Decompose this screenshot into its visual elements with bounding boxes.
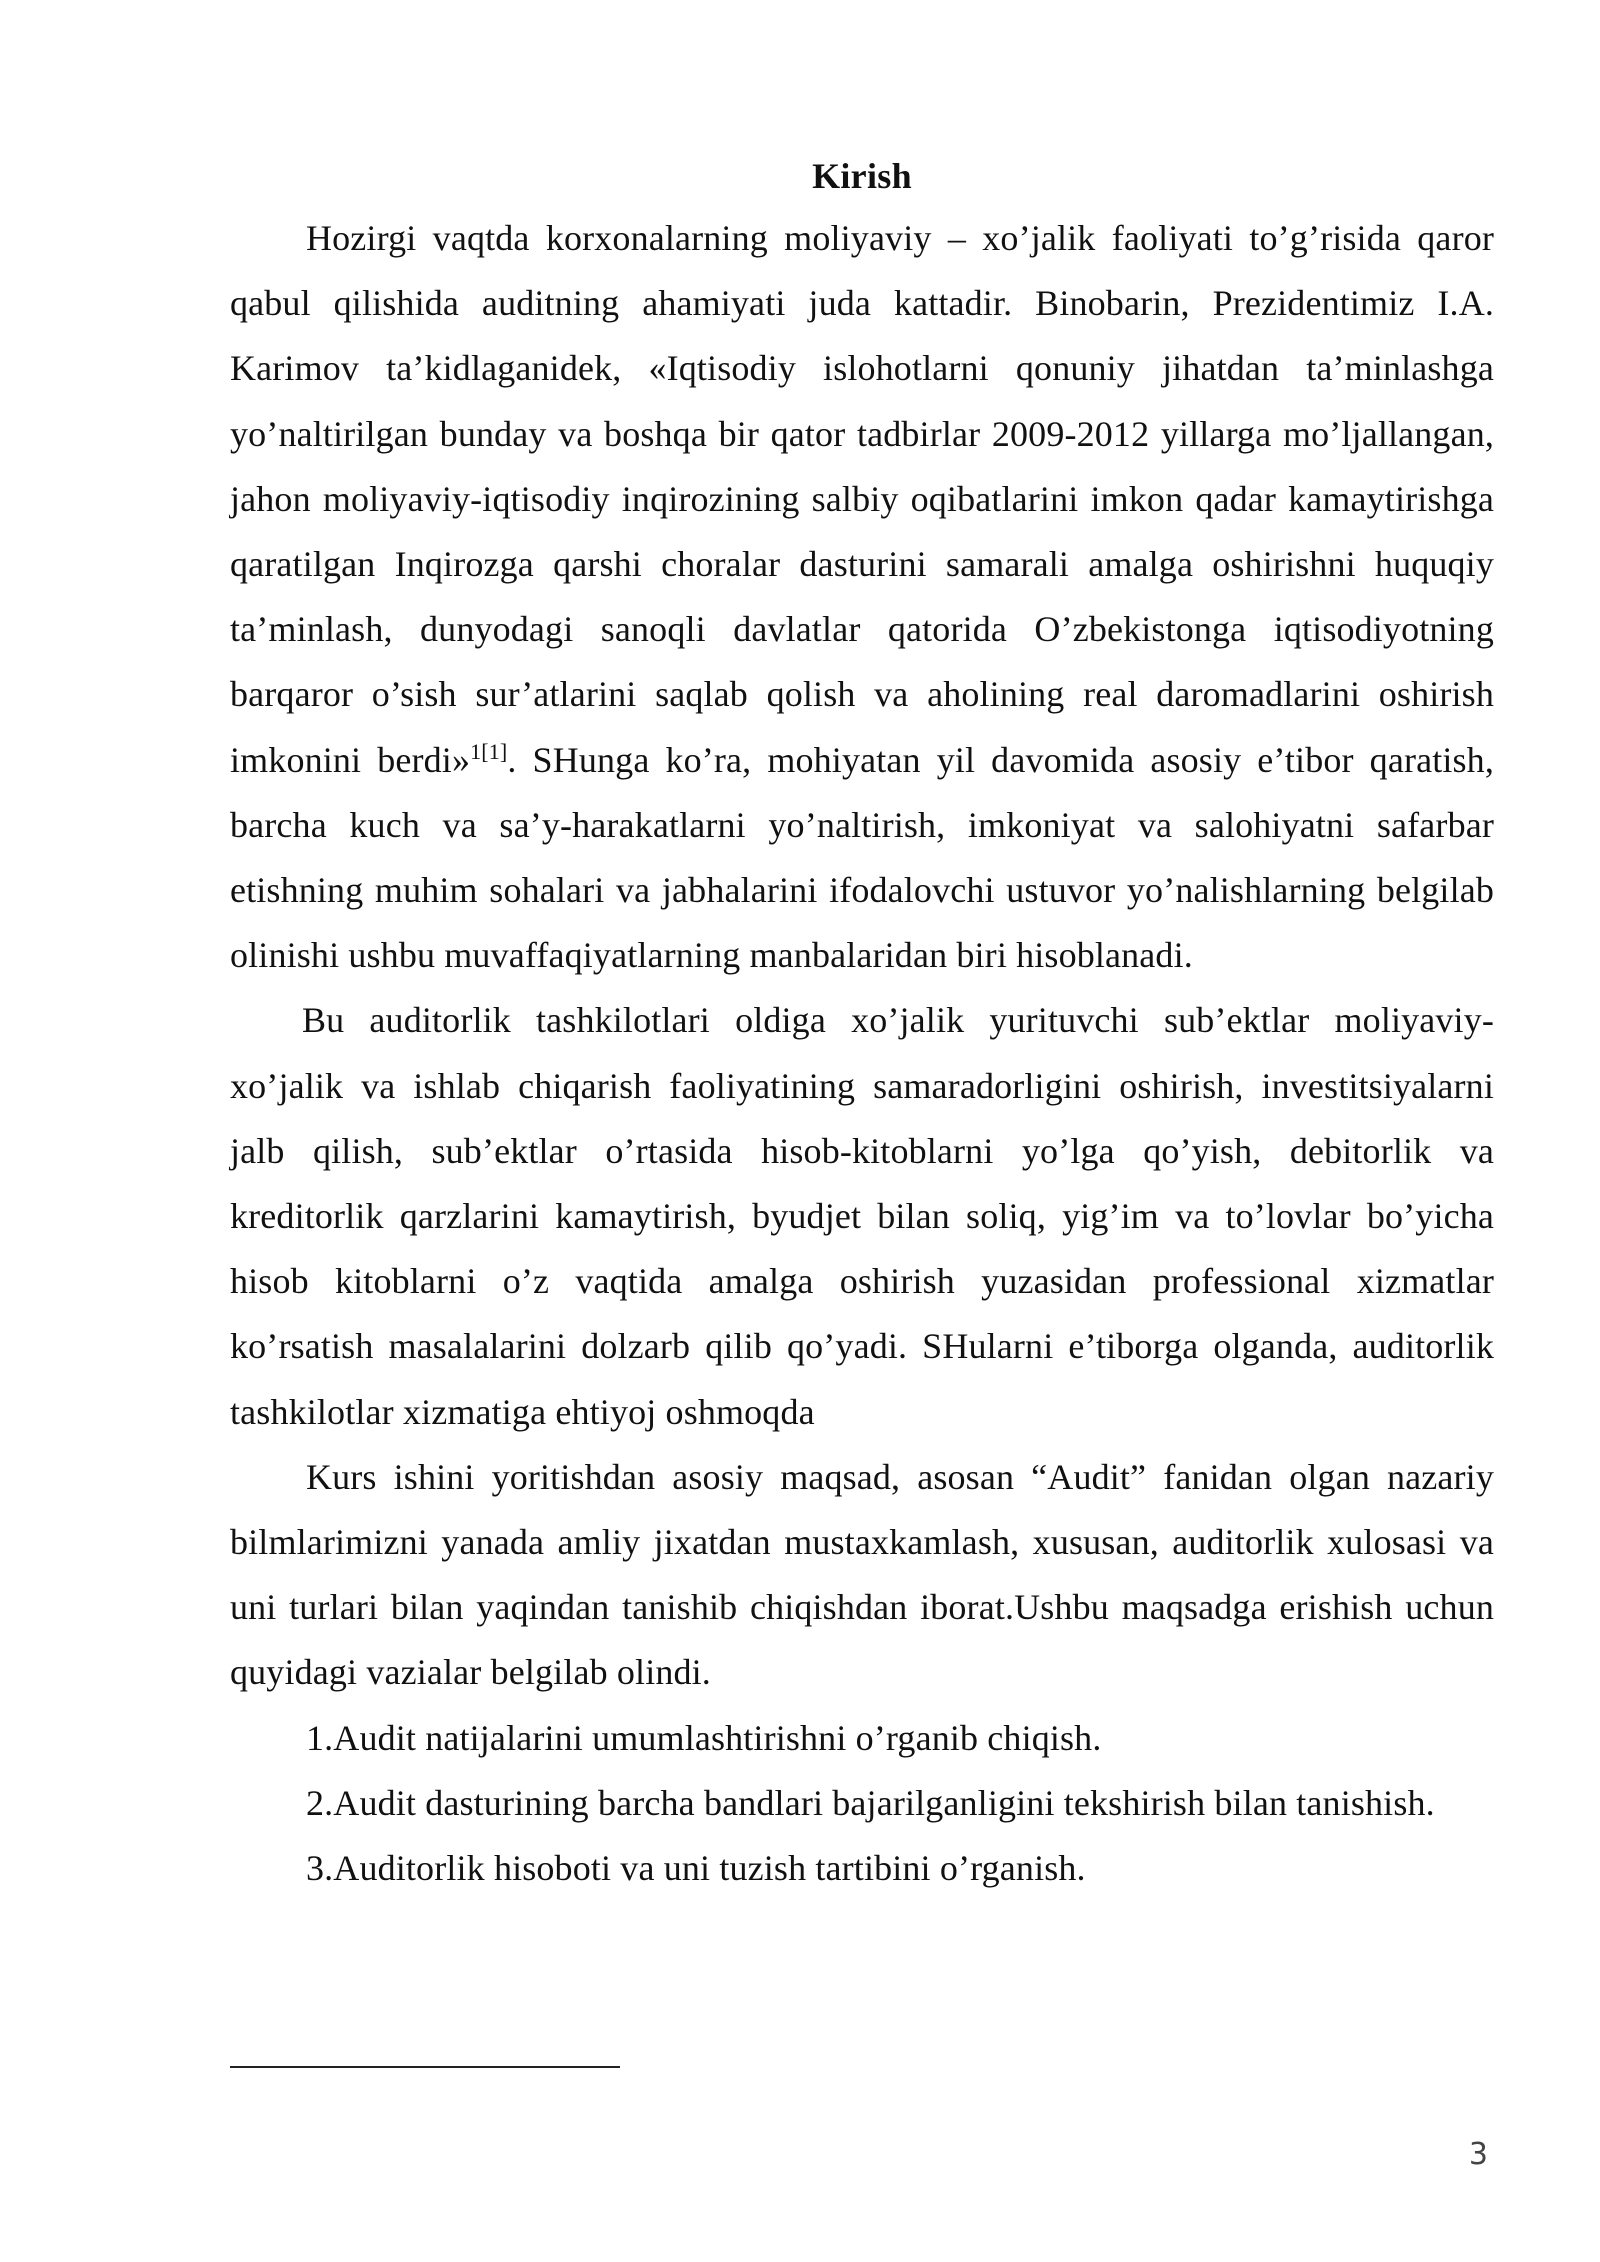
paragraph-intro-text-after: . SHunga ko’ra, mohiyatan yil davomida asosiy e’tibor qaratish, barcha kuch va sa’y-harakatlarni yo’naltirish, imkoniyat va salohiyatni safarbar etishning muhim sohalari va jabhalarini ifodalovchi ustuvor yo’nalishlarning belgilab olinishi ushbu muvaffaqiyatlarning manbalaridan biri hisoblanadi. bbox=[230, 739, 1494, 976]
paragraph-intro bbox=[230, 206, 1494, 988]
footnote-reference[interactable]: 1[1] bbox=[470, 738, 508, 764]
list-item: 3.Auditorlik hisoboti va uni tuzish tartibini o’rganish. bbox=[306, 1848, 1086, 1889]
page-title: Kirish bbox=[812, 156, 912, 196]
list-item: 1.Audit natijalarini umumlashtirishni o’rganib chiqish. bbox=[306, 1717, 1102, 1758]
document-page bbox=[230, 150, 1494, 1901]
footnote-separator bbox=[230, 2066, 620, 2068]
page-number: 3 bbox=[1468, 2137, 1488, 2172]
paragraph-auditors: Bu auditorlik tashkilotlari oldiga xo’jalik yurituvchi sub’ektlar moliyaviy-xo’jalik va ishlab chiqarish faoliyatining samaradorligini oshirish, investitsiyalarni jalb qilish, sub’ektlar o’rtasida hisob-kitoblarni yo’lga qo’yish, debitorlik va kreditorlik qarzlarini kamaytirish, byudjet bilan soliq, yig’im va to’lovlar bo’yicha hisob kitoblarni o’z vaqtida amalga oshirish yuzasidan professional xizmatlar ko’rsatish masalalarini dolzarb qilib qo’yadi. SHularni e’tiborga olganda, auditorlik tashkilotlar xizmatiga ehtiyoj oshmoqda bbox=[230, 1000, 1494, 1432]
list-item: 2.Audit dasturining barcha bandlari bajarilganligini tekshirish bilan tanishish. bbox=[306, 1782, 1435, 1823]
paragraph-goal: Kurs ishini yoritishdan asosiy maqsad, asosan “Audit” fanidan olgan nazariy bilmlarimizni yanada amliy jixatdan mustaxkamlash, xususan, auditorlik xulosasi va uni turlari bilan yaqindan tanishib chiqishdan iborat.Ushbu maqsadga erishish uchun quyidagi vazialar belgilab olindi. bbox=[230, 1456, 1494, 1693]
paragraph-intro-text-before: Hozirgi vaqtda korxonalarning moliyaviy – xo’jalik faoliyati to’g’risida qaror qabul qilishida auditning ahamiyati juda kattadir. Binobarin, Prezidentimiz I.A. Karimov ta’kidlaganidek, «Iqtisodiy islohotlarni qonuniy jihatdan ta’minlashga yo’naltirilgan bunday va boshqa bir qator tadbirlar 2009-2012 yillarga mo’ljallangan, jahon moliyaviy-iqtisodiy inqirozining salbiy oqibatlarini imkon qadar kamaytirishga qaratilgan Inqirozga qarshi choralar dasturini samarali amalga oshirishni huquqiy ta’minlash, dunyodagi sanoqli davlatlar qatorida O’zbekistonga iqtisodiyotning barqaror o’sish sur’atlarini saqlab qolish va aholining real daromadlarini oshirish imkonini berdi» bbox=[230, 218, 1494, 780]
